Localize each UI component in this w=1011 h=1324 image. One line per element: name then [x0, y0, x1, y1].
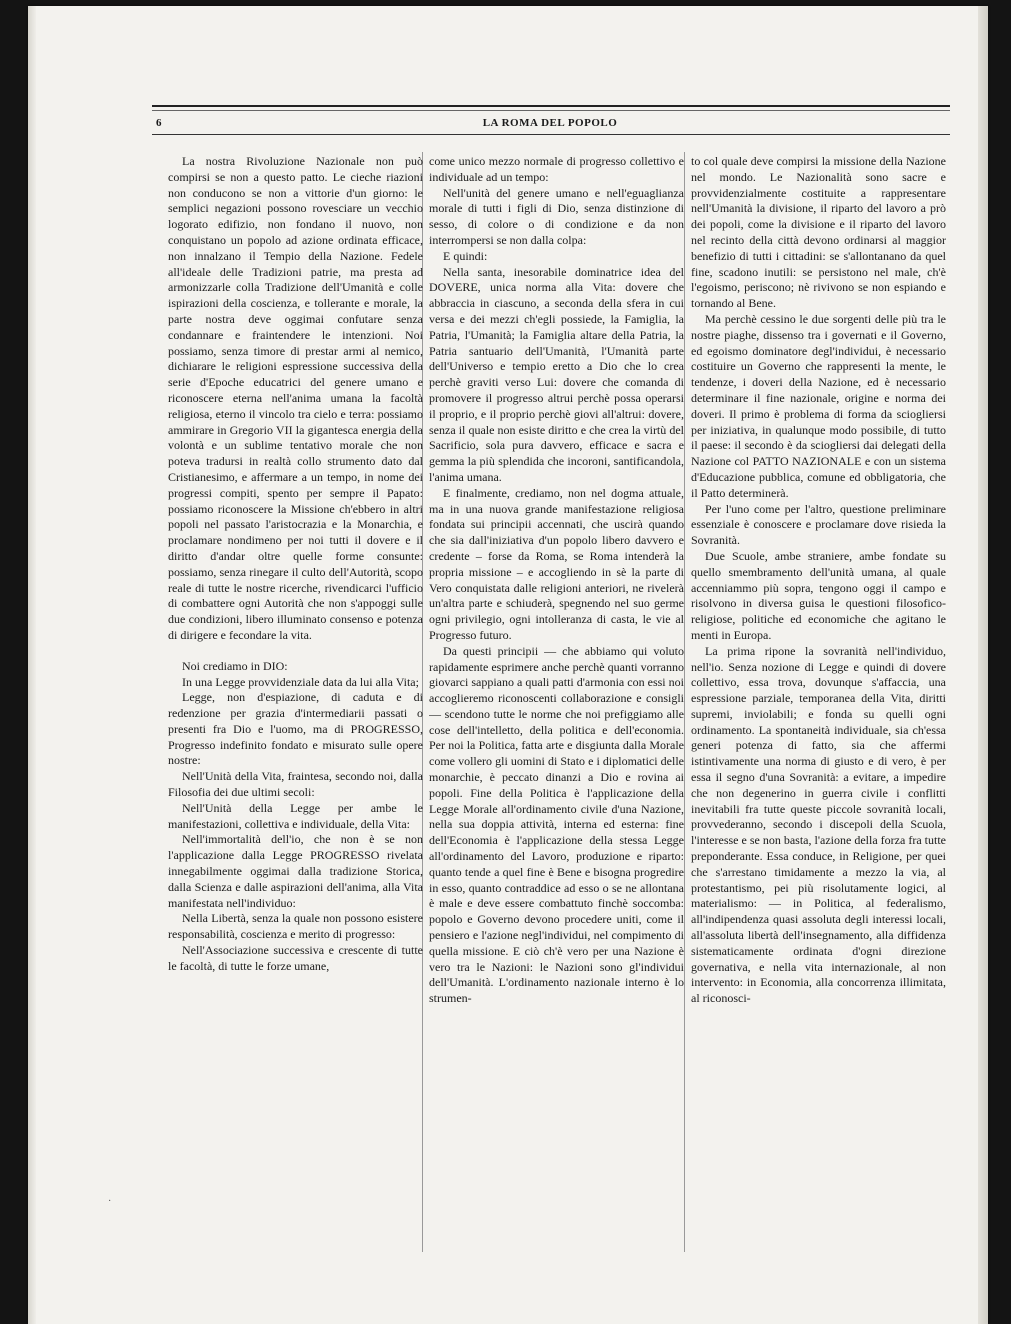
- paragraph: Noi crediamo in DIO:: [182, 658, 288, 673]
- margin-mark: ·: [108, 1196, 112, 1207]
- paragraph: Due Scuole, ambe straniere, ambe fondate su quello smembramento dell'unità umana, al quale accenniammo più sopra, tengono oggi il campo e risolvono in diversa guisa le questioni filosofico-religiose, politiche ed economiche che agitano le menti in Europa.: [691, 548, 946, 642]
- paragraph: Legge, non d'espiazione, di caduta e di redenzione per grazia d'intermediarii passati o presenti fra Dio e l'uomo, ma di PROGRESSO, Progresso indefinito fondato e misurato sulle opere nostre:: [168, 690, 423, 768]
- paragraph: La nostra Rivoluzione Nazionale non può compirsi se non a questo patto. Le cieche riazioni non conducono se non a vittorie d'un giorno: le semplici negazioni possono rovesciare un vecchio logorato edifizio, non fondano il nuovo, non conquistano un popolo ad azione ordinata efficace, non innalzano il Tempio della Nazione. Fedele all'ideale delle Tradizioni patrie, ma presta ad armonizzarle colla Tradizione dell'Umanità e colle ispirazioni della coscienza, e tollerante e morale, la parte nostra deve oggimai confutare senza condannare e fraintendere le intenzioni. Noi possiamo, senza timore di prestar armi al nemico, dichiarare le religioni espressione successiva della serie d'Epoche educatrici del genere umano e riconoscere eterna nell'anima umana la facoltà religiosa, eterno il vincolo tra cielo e terra: possiamo ammirare in Gregorio VII la gigantesca energia della volontà e un sublime tentativo morale che non poteva tradursi in realtà collo strumento dato dal Cristianesimo, e affermare a un tempo, in nome dei progressi compiti, spento per sempre il Papato: possiamo riconoscere la Missione ch'ebbero in altri popoli nel passato l'aristocrazia e la Monarchia, e proclamare nondimeno per noi tutti il dovere e il diritto d'andar oltre quelle forme consunte: possiamo, senza rinegare il culto dell'Autorità, scopo reale di tutte le nostre ricerche, rivendicarci l'ufficio di combattere ogni Autorità che non s'appoggi sulle due condizioni, libero illuminato consenso e potenza di dirigere e fecondare la vita.: [168, 154, 423, 642]
- paragraph: Nella santa, inesorabile dominatrice idea del DOVERE, unica norma alla Vita: dovere che abbraccia in ciascuno, a seconda della sfera in cui versa e dei mezzi ch'egli possiede, la Famiglia, la Patria, l'Umanità; la Famiglia altare della Patria, la Patria santuario dell'Umanità, l'Umanità parte dell'Universo e tempio eretto a Dio che lo crea perchè graviti verso Lui: dovere che comanda di promovere il progresso altrui perchè possa operarsi il proprio, e il proprio perchè giovi all'altrui: dovere, senza il quale non esiste diritto e che crea la virtù del Sacrificio, sola pura davvero, efficace e sacra e gemma la più splendida che incoroni, santificandola, l'anima umana.: [429, 264, 684, 484]
- column-separator: [684, 152, 685, 1252]
- text-column-3: [691, 154, 946, 1274]
- header-rule: [152, 134, 950, 135]
- paragraph: E finalmente, crediamo, non nel dogma attuale, ma in una nuova grande manifestazione religiosa fondata sui principii accennati, che uscirà quando che sia dall'iniziativa d'un popolo libero davvero e credente – forse da Roma, se Roma intenderà la propria missione – e accogliendo in sè la parte di Vero conquistata dalle religioni anteriori, ne rivelerà un'altra parte e schiuderà, spegnendo nel suo germe ogni privilegio, ogni intolleranza di casta, le vie al Progresso futuro.: [429, 485, 684, 642]
- paragraph: Per l'uno come per l'altro, questione preliminare essenziale è conoscere e proclamare dove risieda la Sovranità.: [691, 501, 946, 548]
- paragraph: In una Legge provvidenziale data da lui alla Vita;: [182, 674, 419, 689]
- page-number: 6: [156, 117, 162, 129]
- paragraph: La prima ripone la sovranità nell'individuo, nell'io. Senza nozione di Legge e quindi di dovere collettivo, essa trova, dovunque s'affaccia, una espressione parziale, temporanea della Vita, diritti supremi, inviolabili; e fonda su quelli ogni ordinamento. La spontaneità individuale, sia ch'essa generi potenza di fatto, sia che affermi istintivamente una norma di giusto e di vero, è per essa il segno d'una Sovranità: a evitare, a impedire che non degenerino in guerra civile i conflitti inevitabili fra tutte queste piccole sovranità locali, provvederanno, secondo i discepoli della Scuola, l'interesse e se non basta, l'azione della forza fra tutte preponderante. Essa conduce, in Religione, per quei che s'arrestano timidamente a mezzo la via, al protestantismo, pei più risolutamente logici, al materialismo: — in Politica, al federalismo, all'indipendenza quasi assoluta degli interessi locali, all'assoluta libertà dell'insegnamento, alla diffidenza sistematicamente ordinata d'ogni direzione governativa, e nella vita internazionale, al non intervento: in Economia, alla concorrenza illimitata, al riconosci-: [691, 643, 946, 1006]
- paragraph: Da questi principii — che abbiamo qui voluto rapidamente esprimere anche perchè quanti vorranno giovarci sappiano a quali patti d'armonia con essi noi accoglieremo riconoscenti collaborazione e consigli — scendono tutte le norme che noi prefiggiamo alle cose dell'intelletto, della politica e dell'economia. Per noi la Politica, fatta arte e disgiunta dalla Morale come vollero gli uomini di Stato e i diplomatici delle monarchie, è peccato dinanzi a Dio e rovina ai popoli. Fine della Politica è l'applicazione della Legge Morale all'ordinamento civile d'una Nazione, nella sua doppia attività, interna ed esterna: fine dell'Economia è l'applicazione della stessa Legge all'ordinamento del Lavoro, produzione e riparto: quanto tende a quel fine è Bene e bisogna progredire in esso, quanto contraddice ad esso o se ne allontana è male e deve essere combattuto finchè soccomba: popolo e Governo devono procedere uniti, come il pensiero e l'azione negl'individui, nel compimento di quella missione. E ciò ch'è vero per una Nazione è vero tra le Nazioni: le Nazioni sono gl'individui dell'Umanità. L'ordinamento nazionale interno è lo strumen-: [429, 643, 684, 1006]
- newspaper-title: LA ROMA DEL POPOLO: [482, 117, 618, 129]
- paragraph: Nell'Unità della Legge per ambe le manifestazioni, collettiva e individuale, della Vita:: [168, 800, 423, 831]
- paragraph: Nell'Associazione successiva e crescente di tutte le facoltà, di tutte le forze umane,: [168, 943, 423, 973]
- paragraph: Nell'Unità della Vita, fraintesa, secondo noi, dalla Filosofia dei due ultimi secoli:: [168, 769, 423, 800]
- top-rule: [152, 105, 950, 107]
- paragraph: E quindi:: [443, 248, 488, 263]
- top-rule-thin: [152, 110, 950, 111]
- paragraph: to col quale deve compirsi la missione della Nazione nel mondo. Le Nazionalità sono sacre e provvidenzialmente costituite a rappresentare nell'Umanità la divisione, il riparto del lavoro a prò dei popoli, come la divisione e il riparto del lavoro nel recinto della città devono ordinarsi al maggior benefizio di tutti i cittadini: se s'allontanano da quel fine, scadono inutili: se persistono nel male, ch'è l'egoismo, periscono; nè rivivono se non espiando e tornando al Bene.: [691, 154, 946, 311]
- page-edge-right: [978, 6, 988, 1324]
- text-column-2: [429, 154, 684, 1274]
- text-column-1: [168, 154, 423, 1274]
- paragraph: Nell'unità del genere umano e nell'eguaglianza morale di tutti i figli di Dio, senza distinzione di sesso, di colore o di condizione e da non interrompersi se non dalla colpa:: [429, 185, 684, 247]
- page-header: [150, 116, 950, 134]
- paragraph: Nell'immortalità dell'io, che non è se non l'applicazione dalla Legge PROGRESSO rivelata innegabilmente oggimai dalla tradizione Storica, dalla Scienza e dalle aspirazioni dell'anima, alla Vita manifestata nell'individuo:: [168, 832, 423, 910]
- page-edge-left: [28, 6, 36, 1324]
- paragraph: Nella Libertà, senza la quale non possono esistere responsabilità, coscienza e merito di progresso:: [168, 911, 423, 942]
- paragraph: come unico mezzo normale di progresso collettivo e individuale ad un tempo:: [429, 154, 684, 184]
- paragraph: Ma perchè cessino le due sorgenti delle più tra le nostre piaghe, dissenso tra i governati e il Governo, ed egoismo dominatore degl'individui, è necessario costituire un Governo che rappresenti la mente, le tendenze, i doveri della Nazione, ed è necessario determinare il fine nazionale, origine e norma dei doveri. Il primo è problema di forma da sciogliersi per iniziativa, in qualunque modo possibile, di tutto il paese: il secondo è da sciogliersi dai delegati della Nazione col PATTO NAZIONALE e con un sistema d'Educazione pubblica, comune ed obbligatoria, che il Patto determinerà.: [691, 311, 946, 500]
